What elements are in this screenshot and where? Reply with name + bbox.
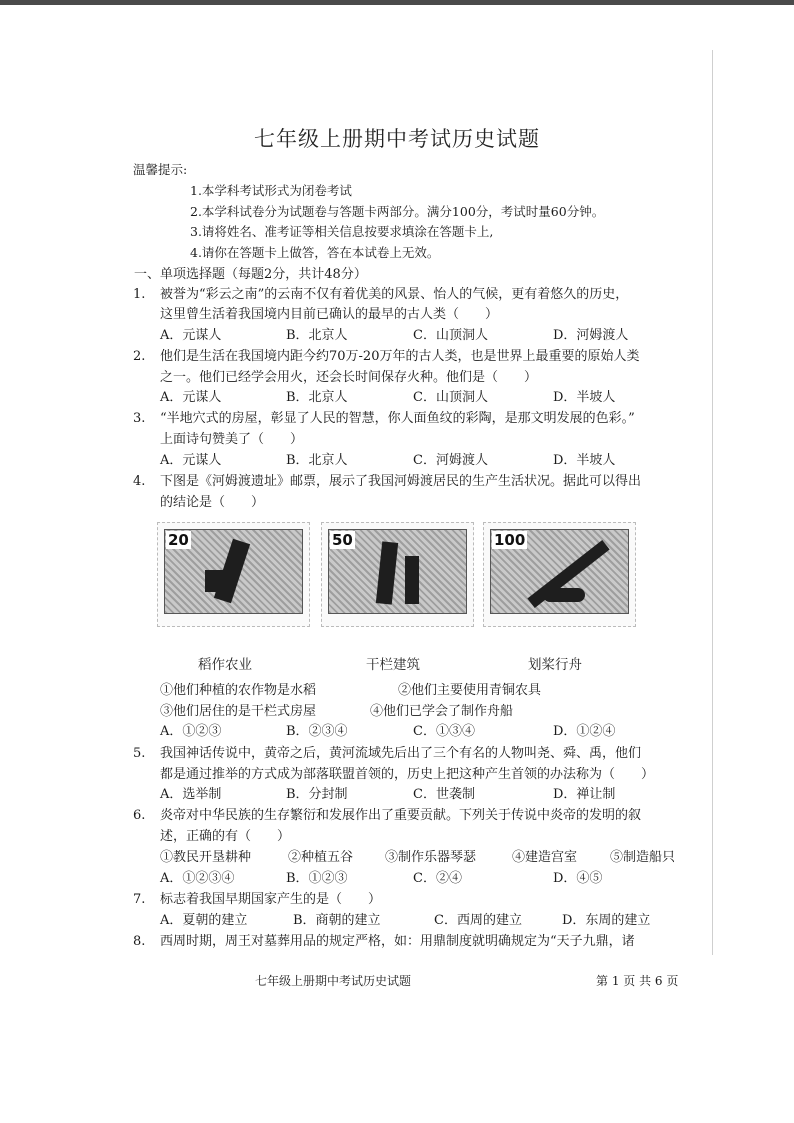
stamp-value: 100 (494, 531, 526, 549)
question-text: 这里曾生活着我国境内目前已确认的最早的古人类（ ） (160, 307, 499, 322)
tip-item: 2.本学科试卷分为试题卷与答题卡两部分。满分100分，考试时量60分钟。 (190, 204, 605, 219)
option-a: A．①②③ (160, 724, 222, 739)
option-a: A．元谋人 (160, 390, 222, 405)
option-c: C．山顶洞人 (413, 328, 488, 343)
option-d: D．半坡人 (553, 453, 616, 468)
option-c: C．山顶洞人 (413, 390, 488, 405)
question-number: 8. (133, 934, 146, 949)
option-c: C．①③④ (413, 724, 475, 739)
statement: ①教民开垦耕种 (160, 850, 252, 865)
question-text: 炎帝对中华民族的生存繁衍和发展作出了重要贡献。下列关于传说中炎帝的发明的叙 (160, 808, 642, 823)
question-text: 西周时期，周王对墓葬用品的规定严格，如：用鼎制度就明确规定为“天子九鼎，诸 (160, 934, 635, 949)
option-d: D．东周的建立 (562, 913, 651, 928)
question-number: 3. (133, 411, 146, 426)
option-b: B．商朝的建立 (293, 913, 381, 928)
option-d: D．禅让制 (553, 787, 616, 802)
tip-item: 3.请将姓名、准考证等相关信息按要求填涂在答题卡上, (190, 224, 494, 239)
stamp-image (483, 522, 636, 627)
question-text: 下图是《河姆渡遗址》邮票，展示了我国河姆渡居民的生产生活状况。据此可以得出 (160, 474, 642, 489)
page-number: 第 1 页 共 6 页 (596, 974, 679, 988)
option-d: D．④⑤ (553, 871, 603, 886)
question-text: 都是通过推举的方式成为部落联盟首领的，历史上把这种产生首领的办法称为（ ） (160, 767, 655, 782)
question-number: 5. (133, 746, 146, 761)
stamp-image (321, 522, 474, 627)
question-number: 7. (133, 892, 146, 907)
option-a: A．①②③④ (160, 871, 235, 886)
option-c: C．世袭制 (413, 787, 475, 802)
question-number: 4. (133, 474, 146, 489)
tip-item: 4.请你在答题卡上做答，答在本试卷上无效。 (190, 245, 440, 260)
option-b: B．②③④ (286, 724, 348, 739)
statement: ④他们已学会了制作舟船 (370, 704, 514, 719)
option-d: D．河姆渡人 (553, 328, 629, 343)
question-number: 1. (133, 287, 146, 302)
statement: ③他们居住的是干栏式房屋 (160, 704, 317, 719)
option-a: A．选举制 (160, 787, 222, 802)
stamp-boat-shape (543, 588, 585, 602)
option-a: A．夏朝的建立 (160, 913, 248, 928)
stamp-caption: 稻作农业 (198, 657, 252, 673)
question-text: 标志着我国早期国家产生的是（ ） (160, 892, 382, 907)
question-number: 2. (133, 349, 146, 364)
stamp-tool-shape (205, 570, 233, 592)
question-text: 他们是生活在我国境内距今约70万-20万年的古人类，也是世界上最重要的原始人类 (160, 349, 640, 364)
option-c: C．②④ (413, 871, 462, 886)
question-text: “半地穴式的房屋，彰显了人民的智慧，你人面鱼纹的彩陶，是那文明发展的色彩。” (160, 411, 635, 426)
option-c: C．河姆渡人 (413, 453, 488, 468)
stamp-caption: 干栏建筑 (366, 657, 420, 673)
option-b: B．北京人 (286, 328, 348, 343)
question-text: 上面诗句赞美了（ ） (160, 432, 304, 447)
footer-title: 七年级上册期中考试历史试题 (255, 974, 412, 988)
statement: ⑤制造船只 (610, 850, 676, 865)
option-b: B．北京人 (286, 390, 348, 405)
option-b: B．分封制 (286, 787, 348, 802)
question-text: 述，正确的有（ ） (160, 829, 291, 844)
tips-heading: 温馨提示: (133, 162, 188, 177)
stamp-caption: 划桨行舟 (528, 657, 582, 673)
option-a: A．元谋人 (160, 453, 222, 468)
stamp-value: 20 (168, 531, 189, 549)
question-text: 我国神话传说中，黄帝之后，黄河流域先后出了三个有名的人物叫尧、舜、禹，他们 (160, 746, 642, 761)
statement: ④建造宫室 (512, 850, 578, 865)
option-d: D．①②④ (553, 724, 616, 739)
statement: ③制作乐器琴瑟 (385, 850, 477, 865)
option-a: A．元谋人 (160, 328, 222, 343)
stamp-pillar-shape (405, 556, 419, 604)
question-number: 6. (133, 808, 146, 823)
statement: ②他们主要使用青铜农具 (398, 683, 542, 698)
option-c: C．西周的建立 (434, 913, 522, 928)
section-title: 一、单项选择题（每题2分，共计48分） (134, 267, 367, 282)
statement: ②种植五谷 (288, 850, 354, 865)
page-title: 七年级上册期中考试历史试题 (254, 127, 540, 151)
option-b: B．北京人 (286, 453, 348, 468)
tip-item: 1.本学科考试形式为闭卷考试 (190, 183, 352, 198)
stamp-pillar-shape (376, 541, 398, 604)
stamp-value: 50 (332, 531, 353, 549)
question-text: 被誉为“彩云之南”的云南不仅有着优美的风景、怡人的气候，更有着悠久的历史， (160, 287, 629, 302)
statement: ①他们种植的农作物是水稻 (160, 683, 317, 698)
option-b: B．①②③ (286, 871, 348, 886)
question-text: 的结论是（ ） (160, 495, 265, 510)
question-text: 之一。他们已经学会用火，还会长时间保存火种。他们是（ ） (160, 370, 538, 385)
option-d: D．半坡人 (553, 390, 616, 405)
stamp-image (157, 522, 310, 627)
